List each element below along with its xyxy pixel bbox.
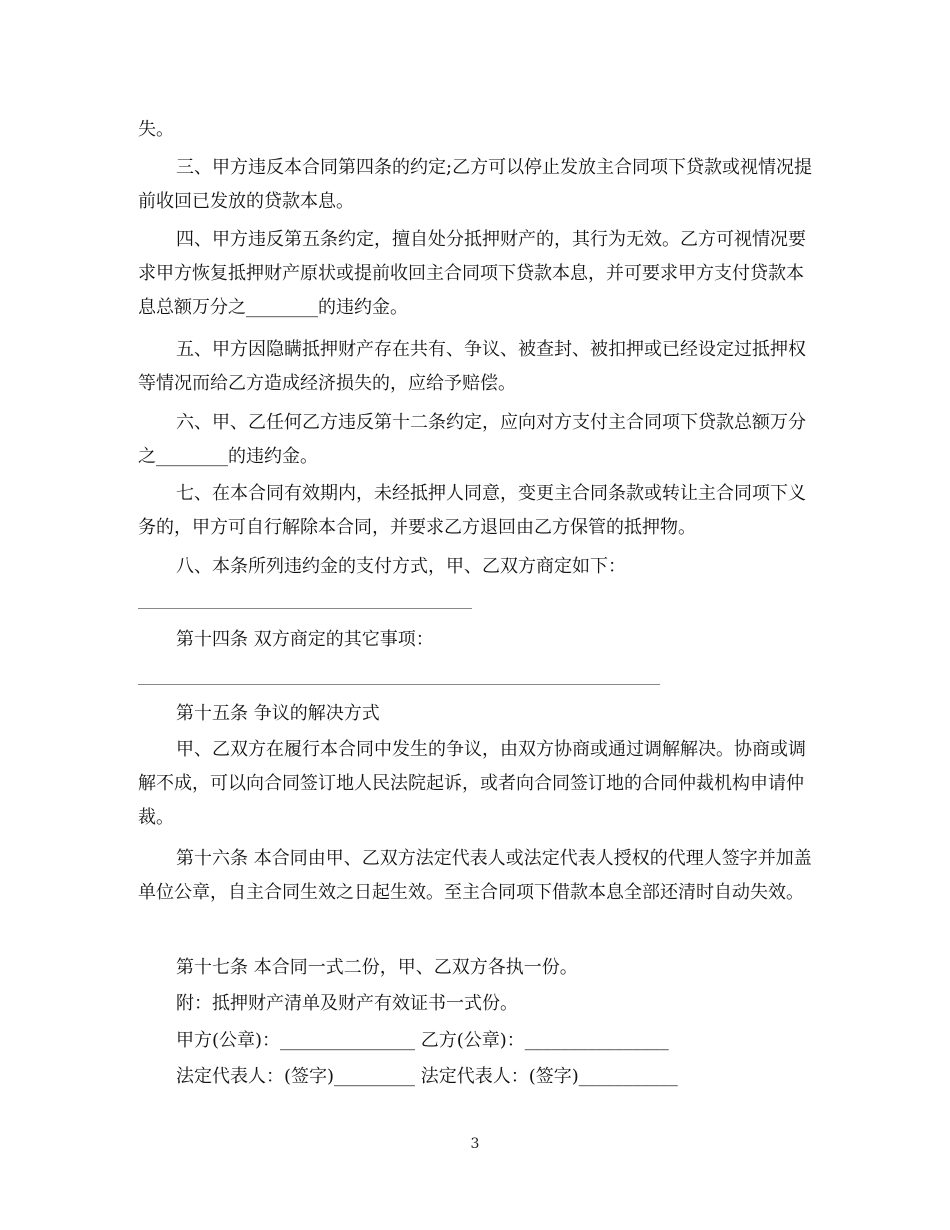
article-fourteen: 第十四条 双方商定的其它事项：	[176, 629, 434, 650]
signature-representative-line: 法定代表人：(签字)_________ 法定代表人：(签字)___________	[176, 1066, 678, 1087]
clause-five: 五、甲方因隐瞒抵押财产存在共有、争议、被查封、被扣押或已经设定过抵押权等情况而给乙方造成经济损失的，应给予赔偿。	[138, 339, 806, 394]
clause-seven: 七、在本合同有效期内，未经抵押人同意，变更主合同条款或转让主合同项下义务的，甲方可自行解除本合同，并要求乙方退回由乙方保管的抵押物。	[138, 483, 806, 538]
paragraph-continuation: 失。	[138, 119, 174, 140]
signature-seal-line: 甲方(公章)：_______________ 乙方(公章)：________________	[176, 1030, 669, 1051]
attachment-note: 附：抵押财产清单及财产有效证书一式份。	[176, 993, 518, 1014]
clause-three: 三、甲方违反本合同第四条的约定;乙方可以停止发放主合同项下贷款或视情况提前收回已发放的贷款本息。	[138, 157, 813, 212]
article-fifteen-heading: 第十五条 争议的解决方式	[176, 703, 380, 724]
clause-eight: 八、本条所列违约金的支付方式，甲、乙双方商定如下：	[176, 556, 626, 577]
clause-four: 四、甲方违反第五条约定，擅自处分抵押财产的，其行为无效。乙方可视情况要求甲方恢复抵押财产原状或提前收回主合同项下贷款本息，并可要求甲方支付贷款本息总额万分之________的违约金。	[138, 229, 806, 318]
blank-line-payment	[138, 608, 472, 609]
article-sixteen: 第十六条 本合同由甲、乙双方法定代表人或法定代表人授权的代理人签字并加盖单位公章，自主合同生效之日起生效。至主合同项下借款本息全部还清时自动失效。	[138, 848, 812, 903]
blank-line-other-matters	[138, 684, 660, 685]
page-number: 3	[470, 1136, 480, 1152]
clause-six: 六、甲、乙任何乙方违反第十二条约定，应向对方支付主合同项下贷款总额万分之________的违约金。	[138, 412, 806, 467]
article-seventeen: 第十七条 本合同一式二份，甲、乙双方各执一份。	[176, 957, 578, 978]
article-fifteen-body: 甲、乙双方在履行本合同中发生的争议，由双方协商或通过调解解决。协商或调解不成，可以向合同签订地人民法院起诉，或者向合同签订地的合同仲裁机构申请仲裁。	[138, 739, 806, 828]
